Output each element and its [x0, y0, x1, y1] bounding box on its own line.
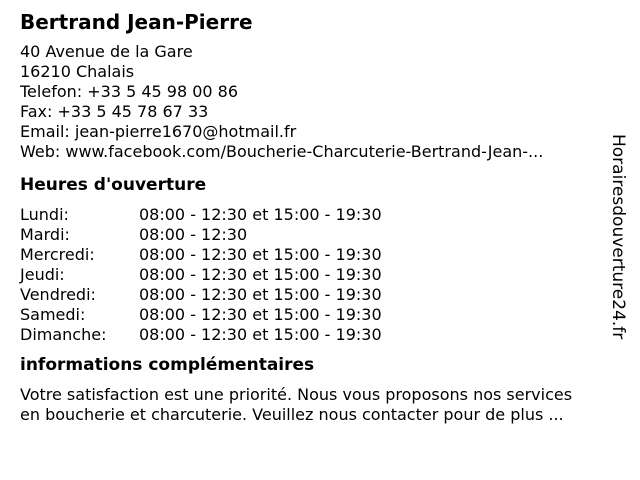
opening-hours-heading: Heures d'ouverture: [20, 175, 207, 195]
hours-row-sunday: [20, 325, 600, 345]
address-street: 40 Avenue de la Gare: [20, 42, 193, 61]
day-label: Samedi:: [20, 305, 86, 324]
day-label: Lundi:: [20, 205, 69, 224]
time-range: 08:00 - 12:30 et 15:00 - 19:30: [139, 265, 382, 284]
description-line: Votre satisfaction est une priorité. Nous vous proposons nos services: [20, 385, 573, 404]
time-range: 08:00 - 12:30: [139, 225, 248, 244]
day-label: Mardi:: [20, 225, 70, 244]
address-city: 16210 Chalais: [20, 62, 135, 81]
website-link[interactable]: Web: www.facebook.com/Boucherie-Charcuterie-Bertrand-Jean-...: [20, 142, 544, 161]
hours-row-saturday: [20, 305, 600, 325]
day-label: Dimanche:: [20, 325, 107, 344]
hours-row-friday: [20, 285, 600, 305]
site-watermark: Horairesdouverture24.fr: [608, 134, 628, 340]
hours-row-wednesday: [20, 245, 600, 265]
hours-row-monday: [20, 205, 600, 225]
description-line: en boucherie et charcuterie. Veuillez nous contacter pour de plus ...: [20, 405, 564, 424]
phone-number: Telefon: +33 5 45 98 00 86: [20, 82, 239, 101]
business-name: Bertrand Jean-Pierre: [20, 10, 253, 34]
business-card: [20, 10, 600, 425]
opening-hours-table: [20, 205, 600, 345]
day-label: Vendredi:: [20, 285, 96, 304]
day-label: Jeudi:: [20, 265, 65, 284]
time-range: 08:00 - 12:30 et 15:00 - 19:30: [139, 325, 382, 344]
day-label: Mercredi:: [20, 245, 95, 264]
email-address: Email: jean-pierre1670@hotmail.fr: [20, 122, 297, 141]
hours-row-tuesday: [20, 225, 600, 245]
time-range: 08:00 - 12:30 et 15:00 - 19:30: [139, 285, 382, 304]
fax-number: Fax: +33 5 45 78 67 33: [20, 102, 209, 121]
time-range: 08:00 - 12:30 et 15:00 - 19:30: [139, 245, 382, 264]
time-range: 08:00 - 12:30 et 15:00 - 19:30: [139, 305, 382, 324]
time-range: 08:00 - 12:30 et 15:00 - 19:30: [139, 205, 382, 224]
additional-info-heading: informations complémentaires: [20, 355, 315, 375]
hours-row-thursday: [20, 265, 600, 285]
